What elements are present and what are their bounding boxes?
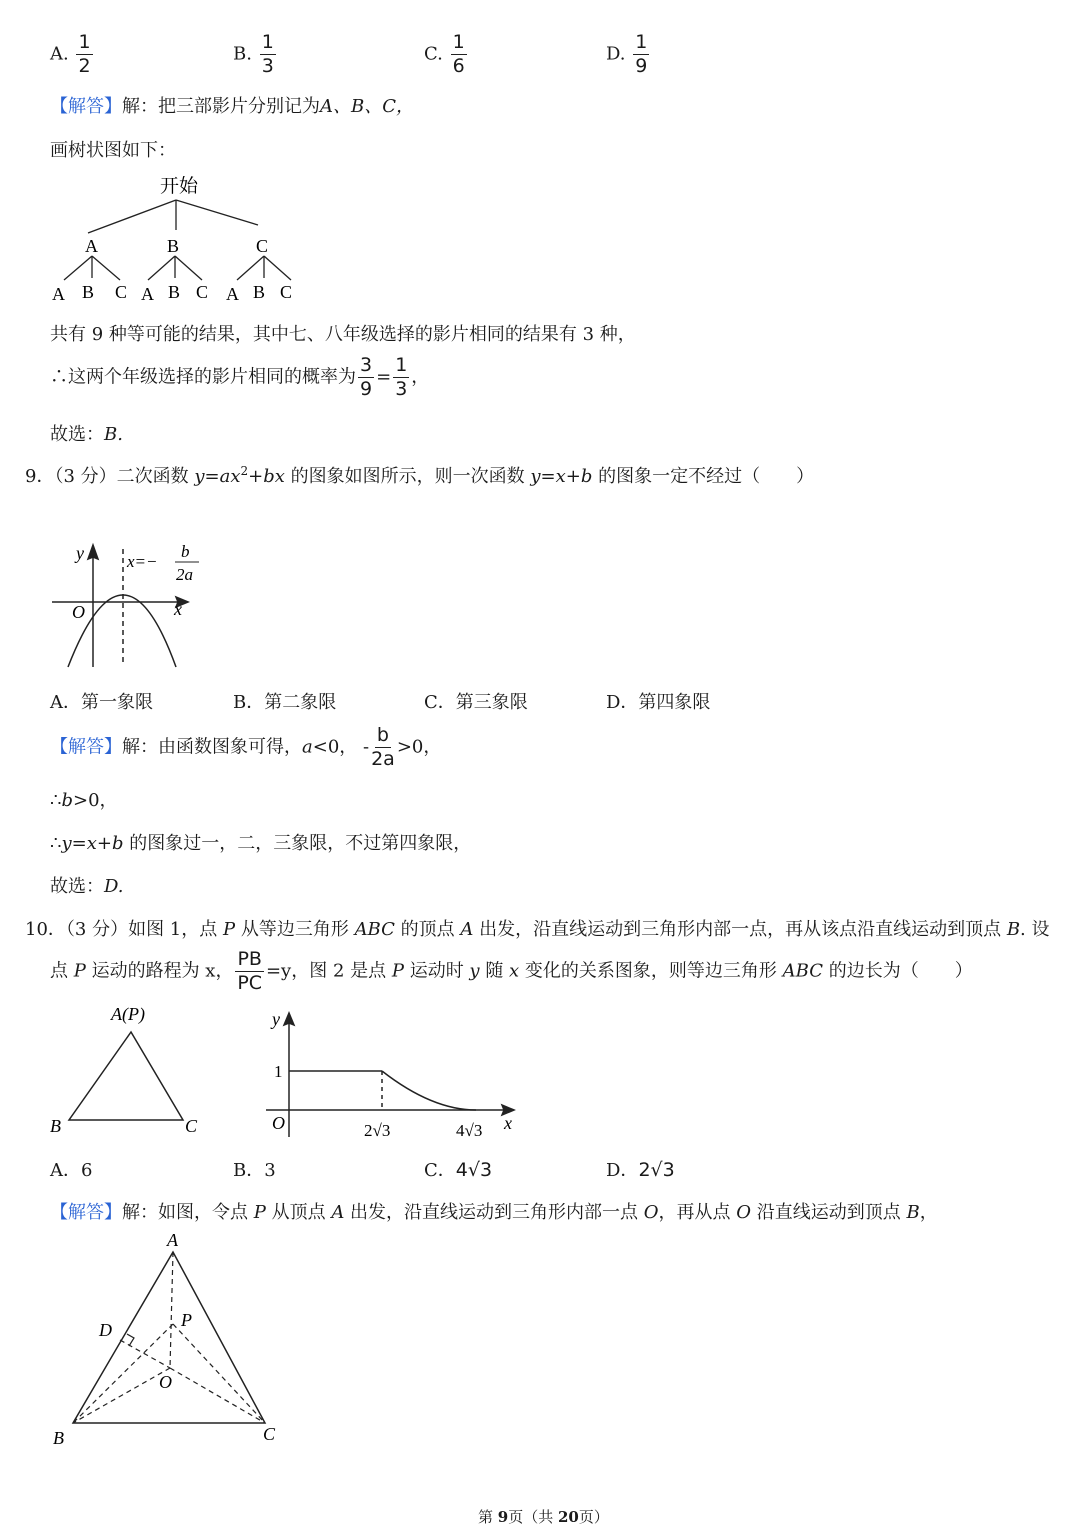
svg-text:O: O: [159, 1372, 172, 1392]
svg-text:y: y: [272, 1009, 280, 1029]
svg-text:2√3: 2√3: [364, 1121, 391, 1140]
tree-leaf: C: [196, 282, 209, 302]
tree-node-a: A: [85, 236, 98, 256]
q10-stem-line2: 点 P 运动的路程为 x， $\frac{PB}{PC}$ =y，图 2 是点 P 运动时 y 随 x 变化的关系图象，则等边三角形 ABC 的边长为（ ）: [50, 948, 973, 994]
q9-option-d: D．第四象限: [606, 692, 711, 713]
q10-option-d: D．2√3: [606, 1159, 675, 1181]
svg-text:4√3: 4√3: [456, 1121, 483, 1140]
q10-option-c: C．4√3: [424, 1159, 493, 1181]
tree-leaf: C: [115, 282, 128, 302]
svg-text:A: A: [167, 1230, 178, 1250]
tree-leaf: C: [280, 282, 293, 302]
q10-answer-line1: 【解答】解：如图，令点 P 从顶点 A 出发，沿直线运动到三角形内部一点 O，再从点 O 沿直线运动到顶点 B，: [50, 1202, 938, 1223]
svg-text:y: y: [76, 543, 84, 563]
q9-stem: 9．（3 分）二次函数 $y=ax^2+bx$ 的图象如图所示，则一次函数 y=x+b 的图象一定不经过（ ）: [25, 464, 815, 487]
parabola-graph: [48, 535, 208, 675]
q8-tree-intro: 画树状图如下：: [50, 140, 176, 161]
tree-leaf: A: [141, 284, 154, 304]
svg-text:x=−: x=−: [127, 552, 158, 571]
q9-option-c: C．第三象限: [424, 692, 528, 713]
tree-leaf: A: [52, 284, 65, 304]
svg-text:C: C: [185, 1116, 198, 1136]
q8-answer-line1: 【解答】解：把三部影片分别记为A、B、C，: [50, 96, 414, 117]
svg-text:x: x: [174, 599, 182, 619]
q9-answer-line1: 【解答】解：由函数图象可得，a<0， - $\frac{b}{2a}$ >0，: [50, 724, 442, 770]
q9-answer-line3: ∴y=x+b 的图象过一，二，三象限，不过第四象限，: [50, 833, 472, 854]
triangle-figure-1: [45, 998, 215, 1143]
svg-text:O: O: [272, 1113, 285, 1133]
q9-answer-line2: ∴b>0，: [50, 790, 118, 811]
q9-choice: 故选：D.: [50, 876, 124, 897]
q9-option-b: B．第二象限: [233, 692, 337, 713]
svg-text:A(P): A(P): [111, 1004, 145, 1024]
q8-option-d: D. $\frac{1}{9}$: [606, 31, 648, 77]
svg-text:B: B: [50, 1116, 61, 1136]
function-graph-2: [262, 1005, 522, 1145]
q10-stem-line1: 10．（3 分）如图 1，点 P 从等边三角形 ABC 的顶点 A 出发，沿直线运动到三角形内部一点，再从该点沿直线运动到顶点 B. 设: [25, 919, 1050, 940]
q8-result-line: 共有 9 种等可能的结果，其中七、八年级选择的影片相同的结果有 3 种，: [50, 324, 636, 345]
tree-node-b: B: [167, 236, 180, 256]
svg-text:1: 1: [274, 1062, 283, 1081]
svg-text:x: x: [504, 1113, 512, 1133]
triangle-solution-figure: [45, 1228, 295, 1458]
tree-leaf: B: [82, 282, 95, 302]
q10-option-b: B．3: [233, 1160, 276, 1181]
tree-diagram: [48, 170, 308, 310]
svg-text:C: C: [263, 1424, 276, 1444]
tree-leaf: A: [226, 284, 239, 304]
q8-choice: 故选：B.: [50, 424, 123, 445]
svg-text:P: P: [181, 1310, 192, 1330]
svg-text:D: D: [99, 1320, 112, 1340]
q8-option-c: C. $\frac{1}{6}$: [424, 31, 465, 77]
q9-option-a: A．第一象限: [50, 692, 153, 713]
tree-leaf: B: [253, 282, 266, 302]
tree-node-c: C: [256, 236, 269, 256]
q10-option-a: A．6: [50, 1160, 93, 1181]
q8-option-a: A. $\frac{1}{2}$: [50, 31, 91, 77]
q8-probability-line: ∴这两个年级选择的影片相同的概率为 $\frac{3}{9}$ = $\frac{1}{3}$ ，: [50, 354, 430, 400]
tree-root: 开始: [160, 176, 199, 197]
svg-text:O: O: [72, 602, 85, 622]
svg-text:B: B: [53, 1428, 64, 1448]
svg-text:2a: 2a: [176, 565, 193, 584]
page-footer: 第 9页（共 20页）: [478, 1508, 609, 1526]
svg-text:b: b: [181, 542, 190, 561]
tree-leaf: B: [168, 282, 181, 302]
q8-option-b: B. $\frac{1}{3}$: [233, 31, 274, 77]
